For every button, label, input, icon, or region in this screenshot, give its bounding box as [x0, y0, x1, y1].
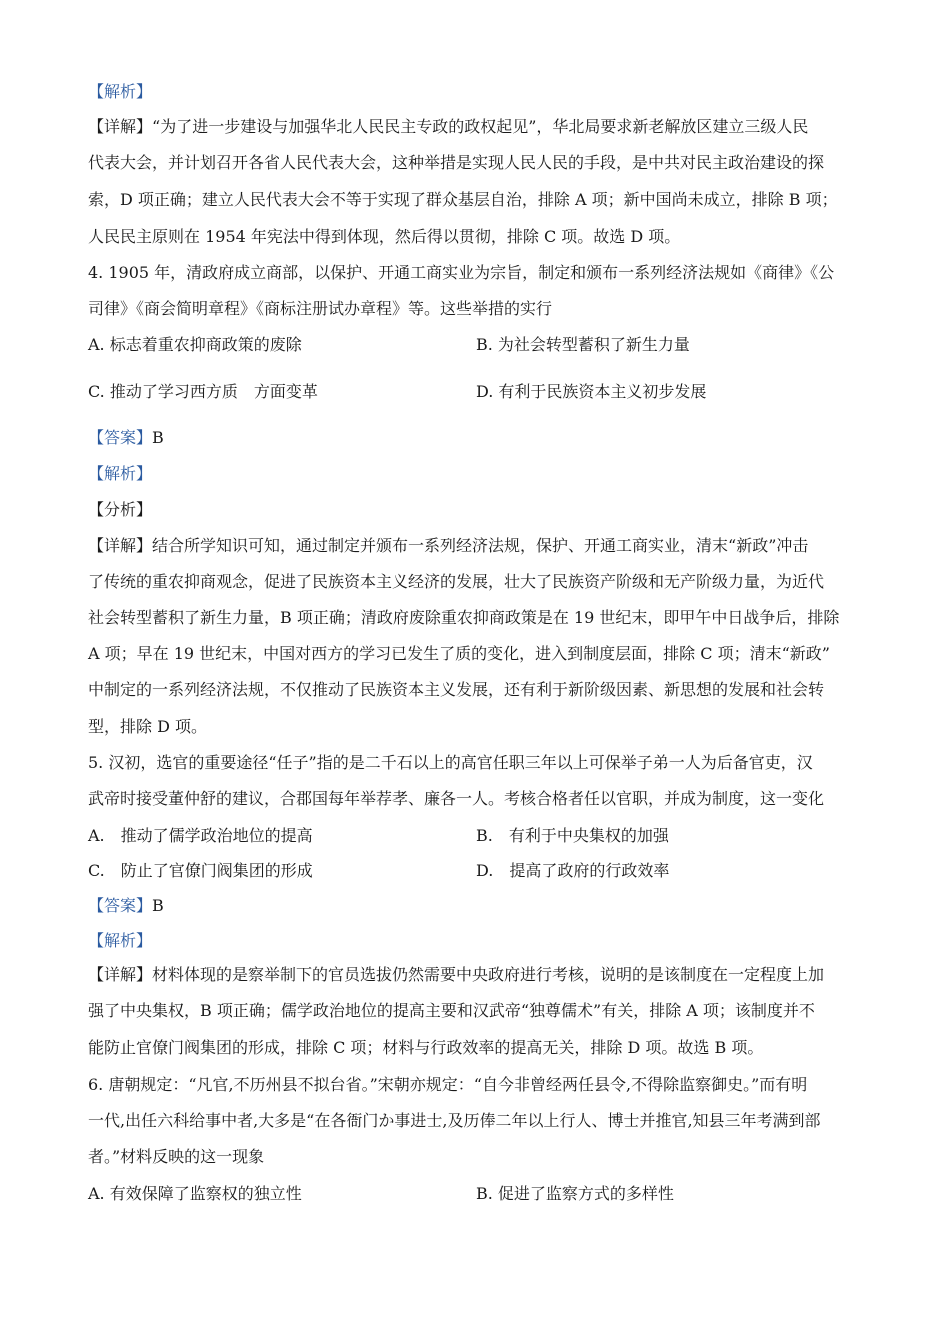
- option-a: A. 推动了儒学政治地位的提高: [88, 826, 313, 845]
- detail-paragraph-line: 社会转型蓄积了新生力量，B 项正确；清政府废除重农抑商政策是在 19 世纪末，即甲午中日战争后，排除: [88, 608, 840, 627]
- option-a: A. 标志着重农抑商政策的废除: [88, 335, 302, 354]
- analysis-sub-label: 【分析】: [88, 500, 153, 519]
- detail-paragraph-line: 索，D 项正确；建立人民代表大会不等于实现了群众基层自治，排除 A 项；新中国尚未成立，排除 B 项；: [88, 190, 838, 209]
- detail-paragraph-line: 【详解】材料体现的是察举制下的官员选拔仍然需要中央政府进行考核，说明的是该制度在一定程度上加: [88, 965, 825, 984]
- option-b: B. 有利于中央集权的加强: [476, 826, 669, 845]
- option-a: A. 有效保障了监察权的独立性: [88, 1184, 302, 1203]
- question-stem-line: 武帝时接受董仲舒的建议，合郡国每年举荐孝、廉各一人。考核合格者任以官职，并成为制度，这一变化: [88, 789, 825, 808]
- answer-label: 【答案】: [88, 428, 153, 447]
- analysis-label: 【解析】: [88, 464, 153, 483]
- detail-paragraph-line: 代表大会，并计划召开各省人民代表大会，这种举措是实现人民人民的手段，是中共对民主政治建设的探: [88, 153, 825, 172]
- detail-label: 【详解】: [88, 117, 153, 136]
- answer-value: B: [152, 428, 164, 447]
- detail-paragraph-line: 强了中央集权，B 项正确；儒学政治地位的提高主要和汉武帝“独尊儒术”有关，排除 A 项；该制度并不: [88, 1001, 815, 1020]
- detail-label: 【详解】: [88, 965, 153, 984]
- question-stem-line: 者。”材料反映的这一现象: [88, 1147, 265, 1166]
- question-stem-line: 4. 1905 年，清政府成立商部，以保护、开通工商实业为宗旨，制定和颁布一系列经济法规如《商律》《公: [88, 263, 835, 282]
- question-stem-line: 司律》《商会简明章程》《商标注册试办章程》等。这些举措的实行: [88, 299, 553, 318]
- detail-paragraph-line: 能防止官僚门阀集团的形成，排除 C 项；材料与行政效率的提高无关，排除 D 项。故选 B 项。: [88, 1038, 764, 1057]
- detail-paragraph-line: 中制定的一系列经济法规，不仅推动了民族资本主义发展，还有利于新阶级因素、新思想的发展和社会转: [88, 680, 825, 699]
- detail-paragraph-line: 人民民主原则在 1954 年宪法中得到体现，然后得以贯彻，排除 C 项。故选 D 项。: [88, 227, 681, 246]
- option-c: C. 推动了学习西方质 方面变革: [88, 382, 318, 401]
- option-c: C. 防止了官僚门阀集团的形成: [88, 861, 313, 880]
- answer-label: 【答案】: [88, 896, 153, 915]
- question-stem-line: 一代,出任六科给事中者,大多是“在各衙门か事进士,及历俸二年以上行人、博士并推官,知县三年考满到部: [88, 1111, 821, 1130]
- analysis-label: 【解析】: [88, 82, 153, 101]
- analysis-label: 【解析】: [88, 931, 153, 950]
- option-b: B. 促进了监察方式的多样性: [476, 1184, 674, 1203]
- option-d: D. 有利于民族资本主义初步发展: [476, 382, 707, 401]
- detail-label: 【详解】: [88, 536, 153, 555]
- option-b: B. 为社会转型蓄积了新生力量: [476, 335, 690, 354]
- question-stem-line: 5. 汉初，选官的重要途径“任子”指的是二千石以上的高官任职三年以上可保举子弟一人为后备官吏，汉: [88, 753, 813, 772]
- detail-paragraph-line: 了传统的重农抑商观念，促进了民族资本主义经济的发展，壮大了民族资产阶级和无产阶级力量，为近代: [88, 572, 825, 591]
- detail-paragraph-line: A 项；早在 19 世纪末，中国对西方的学习已发生了质的变化，进入到制度层面，排除 C 项；清末“新政”: [88, 644, 830, 663]
- answer-value: B: [152, 896, 164, 915]
- answer-line: [88, 427, 164, 449]
- detail-paragraph-line: 型，排除 D 项。: [88, 717, 208, 736]
- option-d: D. 提高了政府的行政效率: [476, 861, 670, 880]
- answer-line: [88, 895, 164, 917]
- detail-paragraph-line: 【详解】“为了进一步建设与加强华北人民民主专政的政权起见”，华北局要求新老解放区建立三级人民: [88, 117, 809, 136]
- question-stem-line: 6. 唐朝规定：“凡官,不历州县不拟台省。”宋朝亦规定：“自今非曾经两任县令,不得除监察御史。”而有明: [88, 1075, 808, 1094]
- detail-paragraph-line: 【详解】结合所学知识可知，通过制定并颁布一系列经济法规，保护、开通工商实业，清末“新政”冲击: [88, 536, 809, 555]
